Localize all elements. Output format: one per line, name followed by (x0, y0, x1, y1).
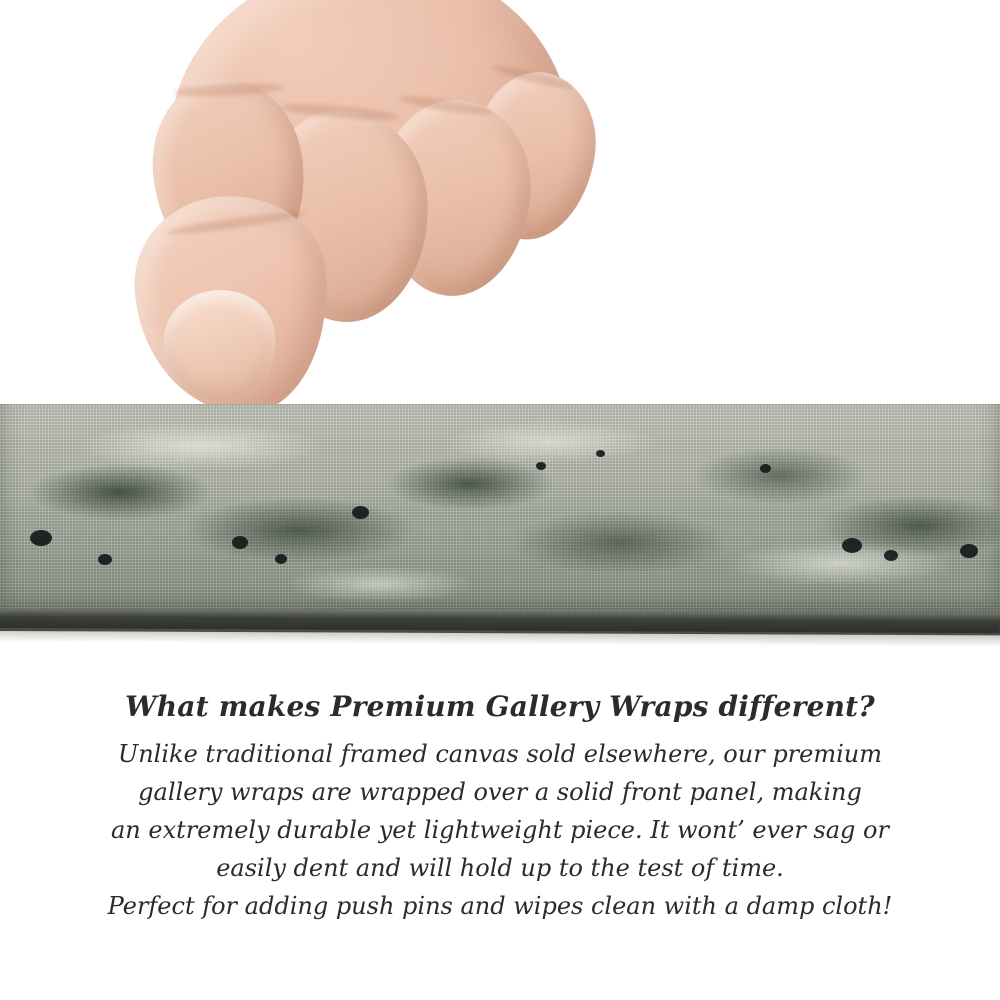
caption-line-4: easily dent and will hold up to the test of time. (216, 854, 784, 882)
texture-spot (884, 550, 898, 561)
texture-spot (536, 462, 546, 470)
caption-line-2: gallery wraps are wrapped over a solid front panel, making (138, 778, 862, 806)
caption-line-5: Perfect for adding push pins and wipes clean with a damp cloth! (107, 892, 893, 920)
texture-spot (842, 538, 862, 553)
texture-spot (30, 530, 52, 546)
texture-spot (232, 536, 248, 549)
caption-line-3: an extremely durable yet lightweight piece. It wont’ ever sag or (111, 816, 889, 844)
texture-spot (98, 554, 112, 565)
texture-spot (960, 544, 978, 558)
texture-spot (352, 506, 369, 519)
texture-spot (596, 450, 605, 457)
hand-illustration (130, 0, 590, 430)
caption-line-1: Unlike traditional framed canvas sold elsewhere, our premium (117, 740, 882, 768)
texture-spot (760, 464, 771, 473)
canvas-wrap-edge (0, 404, 1000, 660)
caption-block (0, 690, 1000, 925)
caption-headline: What makes Premium Gallery Wraps different? (125, 690, 875, 723)
texture-spot (275, 554, 287, 564)
canvas-texture (0, 404, 1000, 614)
